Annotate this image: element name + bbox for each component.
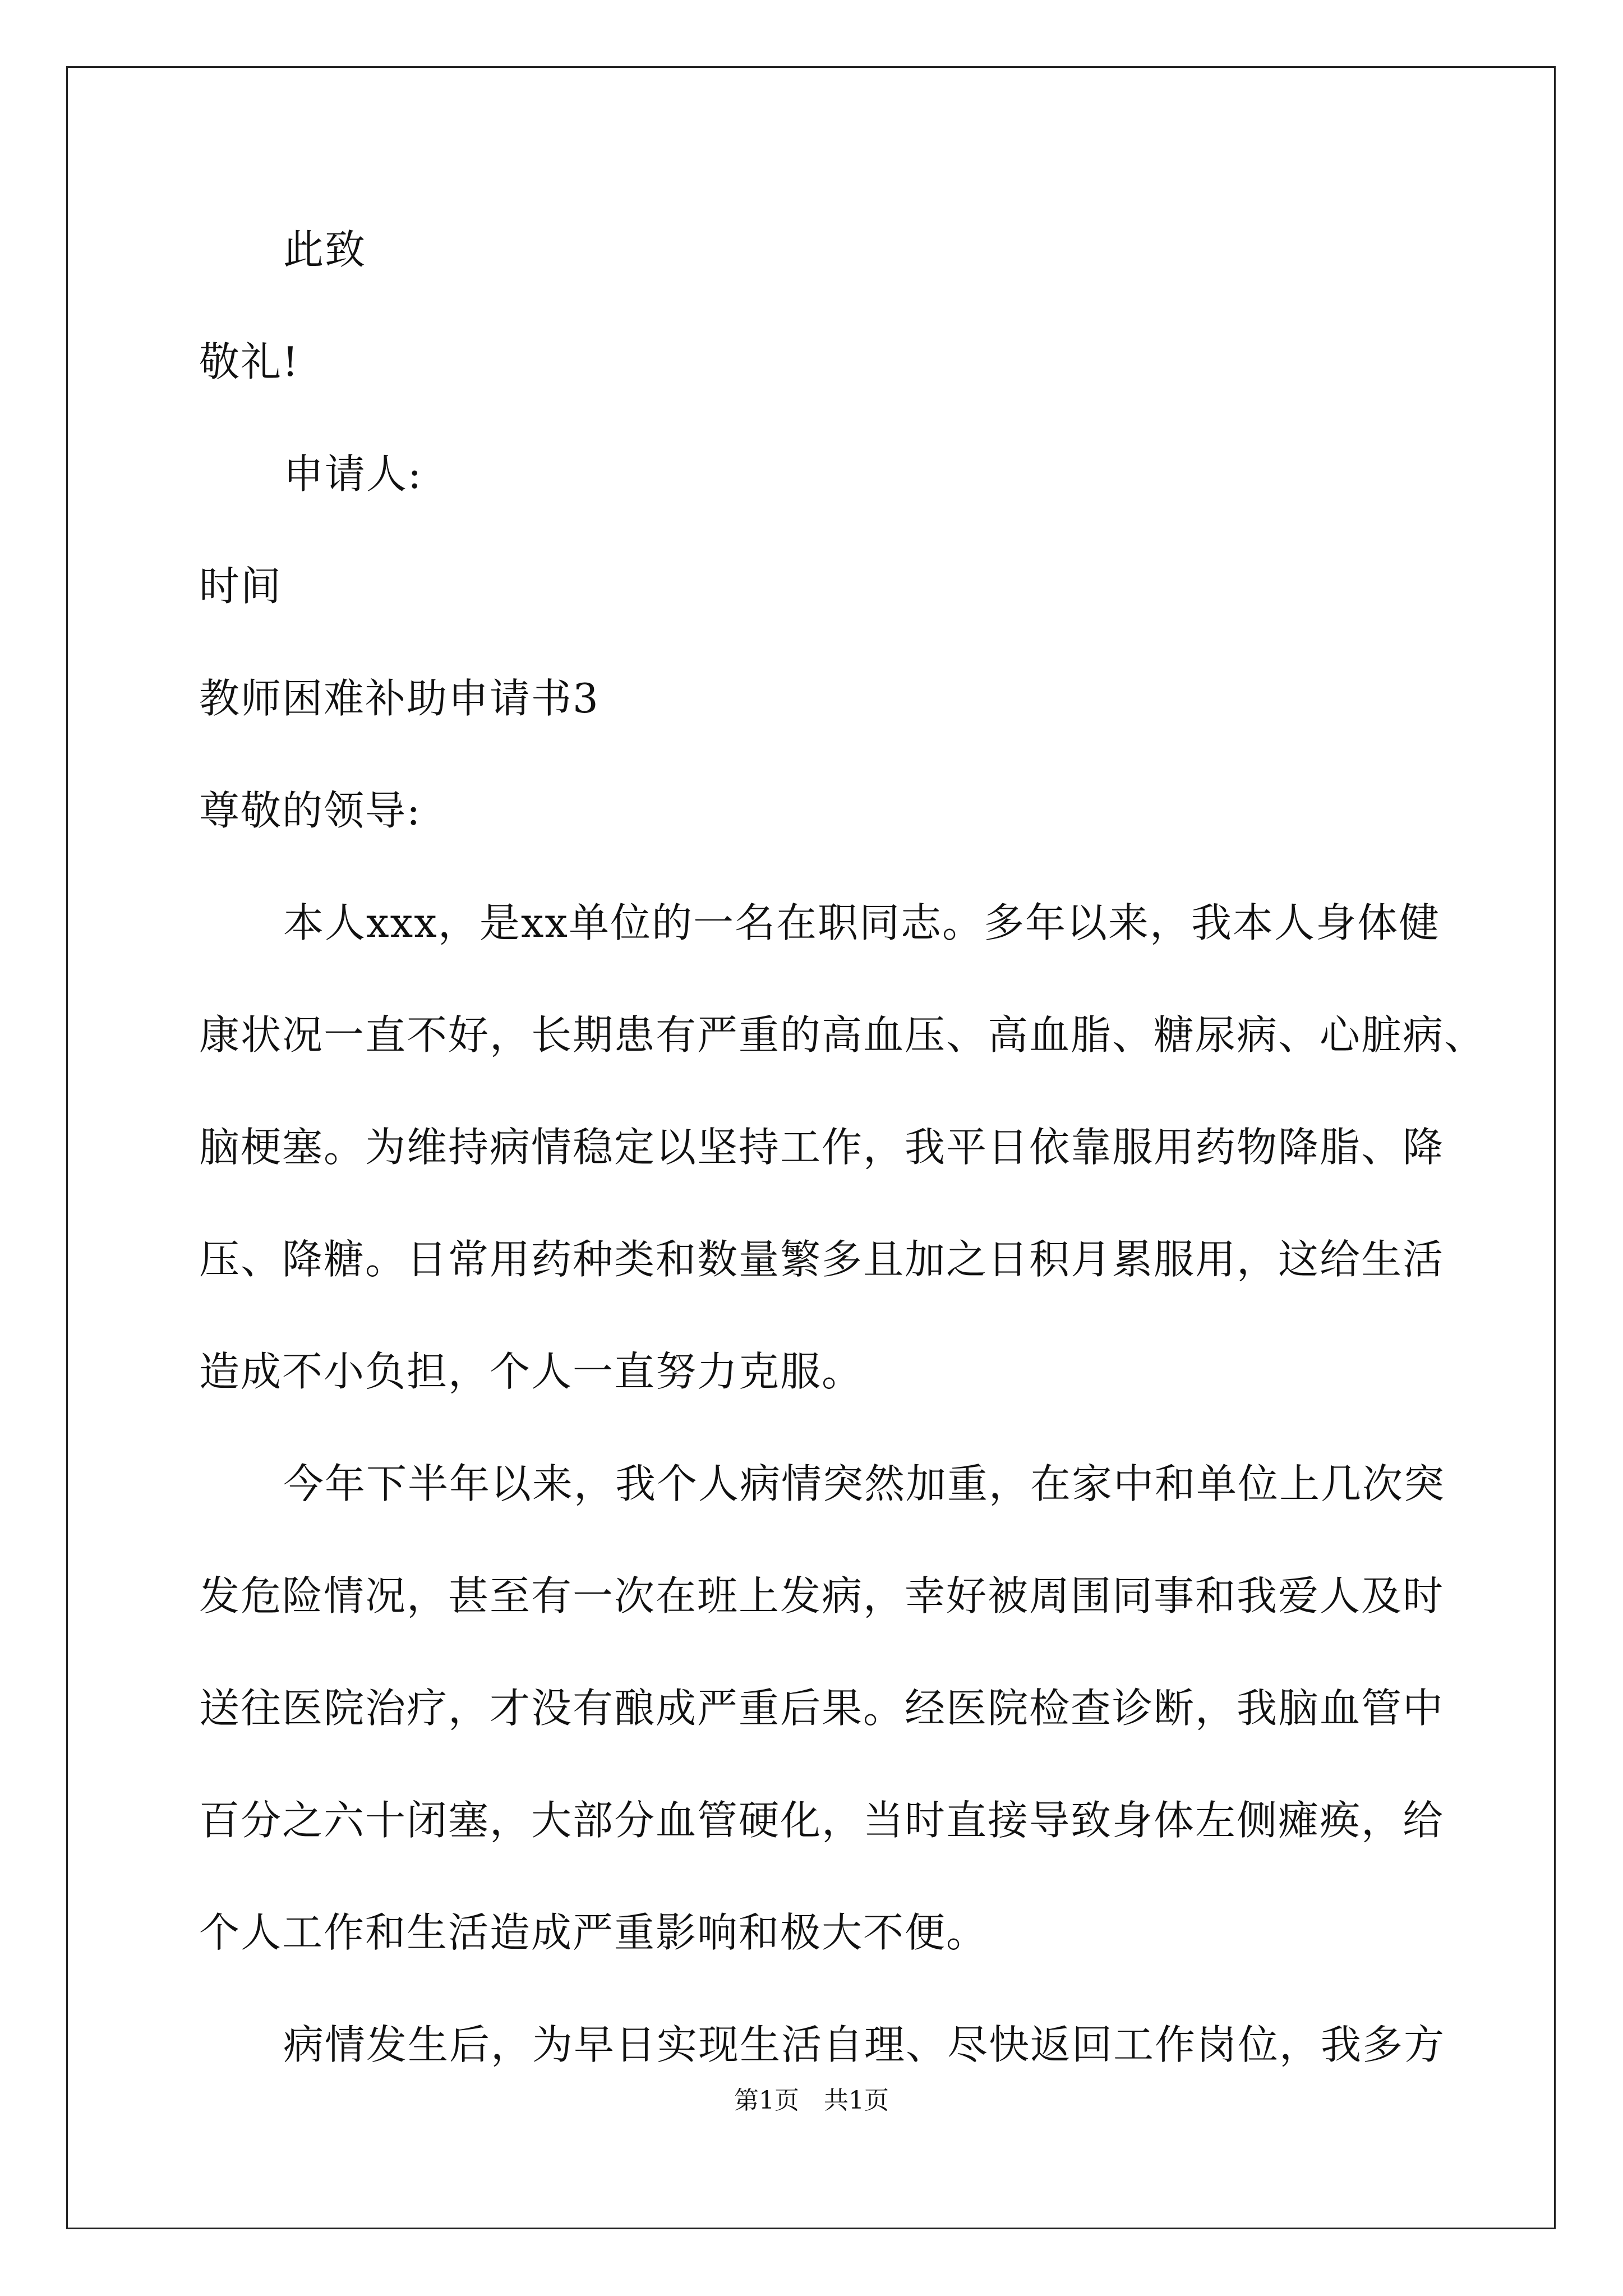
closing-line: 此致 — [283, 226, 367, 273]
page-number: 第1页 — [734, 2086, 799, 2115]
body-line: 百分之六十闭塞，大部分血管硬化，当时直接导致身体左侧瘫痪，给 — [199, 1797, 1445, 1844]
body-line: 个人工作和生活造成严重影响和极大不便。 — [199, 1909, 988, 1956]
body-line: 发危险情况，甚至有一次在班上发病，幸好被周围同事和我爱人及时 — [199, 1572, 1445, 1619]
applicant-line: 申请人: — [283, 450, 423, 498]
body-line: 造成不小负担，个人一直努力克服。 — [199, 1348, 864, 1395]
body-line: 送往医院治疗，才没有酿成严重后果。经医院检查诊断，我脑血管中 — [199, 1685, 1445, 1732]
page-footer — [0, 2084, 1623, 2118]
salutation-line: 敬礼! — [199, 338, 299, 385]
body-line: 本人xxx，是xx单位的一名在职同志。多年以来，我本人身体健 — [283, 899, 1441, 946]
body-line: 压、降糖。日常用药种类和数量繁多且加之日积月累服用，这给生活 — [199, 1236, 1445, 1283]
greeting-line: 尊敬的领导: — [199, 787, 422, 834]
page-total: 共1页 — [824, 2086, 889, 2115]
date-line: 时间 — [199, 563, 283, 610]
body-line: 康状况一直不好，长期患有严重的高血压、高血脂、糖尿病、心脏病、 — [199, 1011, 1486, 1059]
body-line: 今年下半年以来，我个人病情突然加重，在家中和单位上几次突 — [283, 1460, 1446, 1507]
body-line: 脑梗塞。为维持病情稳定以坚持工作，我平日依靠服用药物降脂、降 — [199, 1124, 1445, 1171]
document-title: 教师困难补助申请书3 — [199, 675, 600, 722]
body-line: 病情发生后，为早日实现生活自理、尽快返回工作岗位，我多方 — [283, 2021, 1446, 2068]
